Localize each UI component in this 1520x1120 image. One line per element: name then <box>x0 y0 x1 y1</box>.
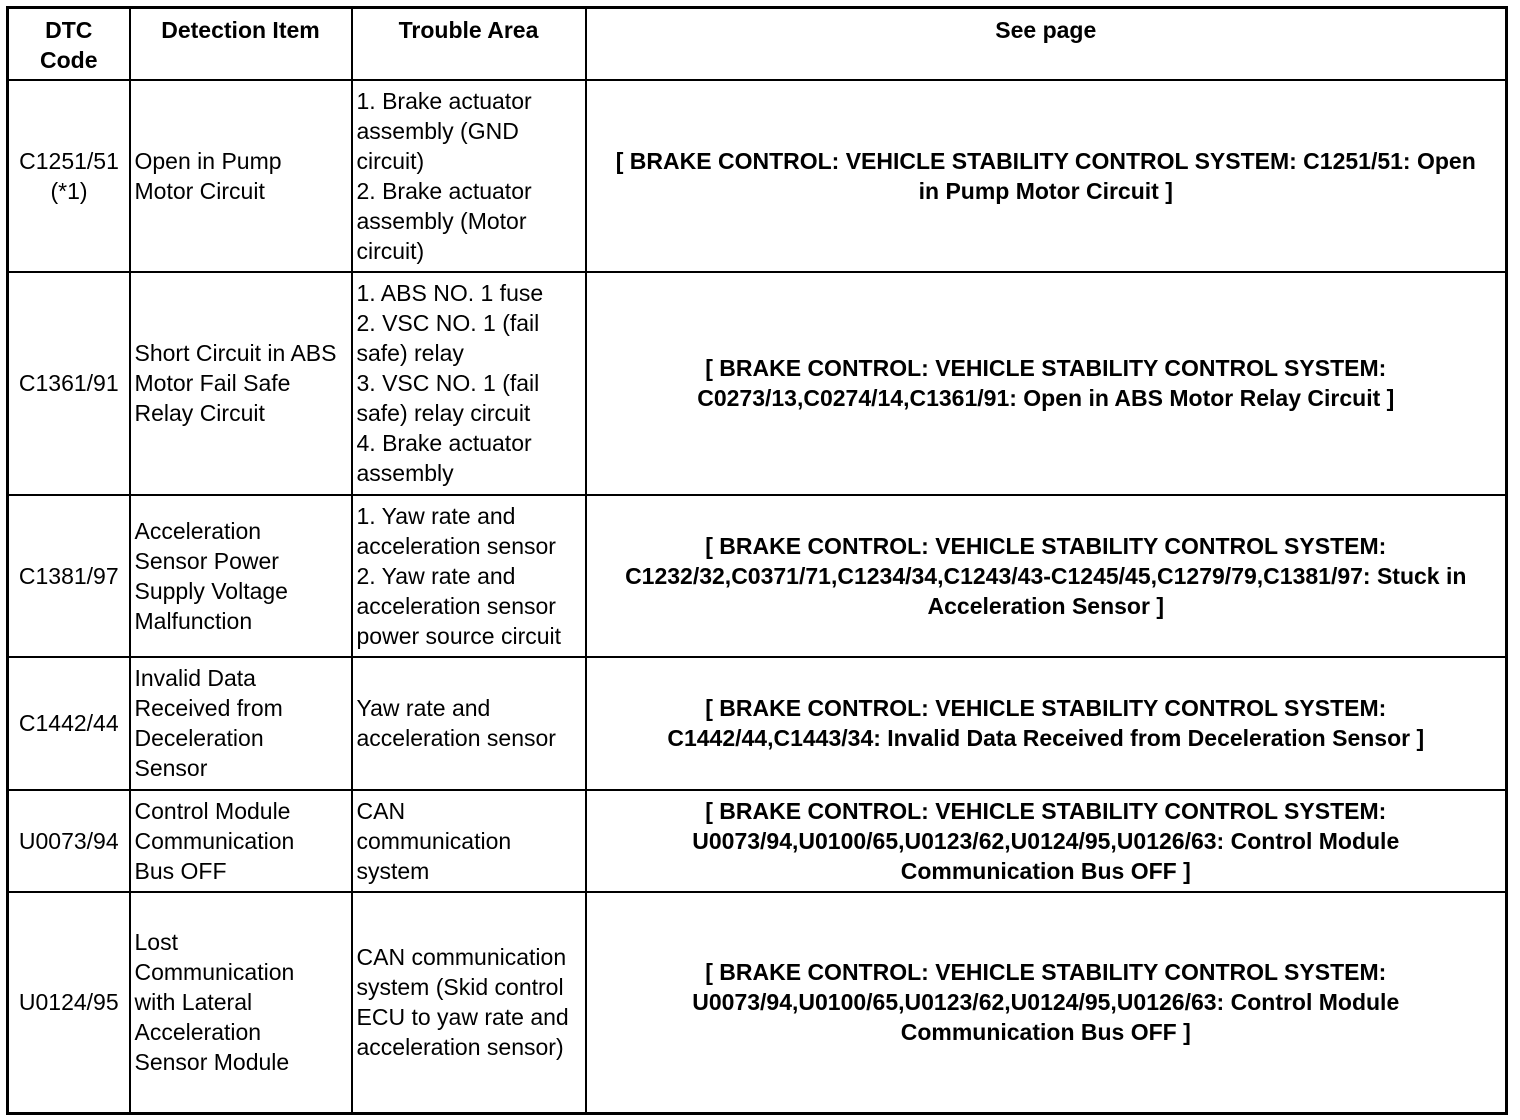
dtc-table <box>6 6 1508 1115</box>
detection-item-cell: Acceleration Sensor Power Supply Voltage Malfunction <box>130 495 352 657</box>
trouble-area-cell: CAN communication system (Skid control ECU to yaw rate and acceleration sensor) <box>352 892 586 1114</box>
trouble-area-cell: CAN communication system <box>352 790 586 892</box>
header-detection-item: Detection Item <box>130 8 352 80</box>
see-page-link[interactable]: [ BRAKE CONTROL: VEHICLE STABILITY CONTROL SYSTEM: U0073/94,U0100/65,U0123/62,U0124/95,U0126/63: Control Module Communication Bus OFF ] <box>586 790 1507 892</box>
table-row <box>8 657 1507 790</box>
table-row <box>8 272 1507 495</box>
trouble-area-cell: Yaw rate and acceleration sensor <box>352 657 586 790</box>
detection-item-cell: Short Circuit in ABS Motor Fail Safe Relay Circuit <box>130 272 352 495</box>
see-page-link[interactable]: [ BRAKE CONTROL: VEHICLE STABILITY CONTROL SYSTEM: U0073/94,U0100/65,U0123/62,U0124/95,U0126/63: Control Module Communication Bus OFF ] <box>586 892 1507 1114</box>
header-row <box>8 8 1507 80</box>
dtc-code-cell: C1442/44 <box>8 657 130 790</box>
dtc-code-cell: U0124/95 <box>8 892 130 1114</box>
see-page-link[interactable]: [ BRAKE CONTROL: VEHICLE STABILITY CONTROL SYSTEM: C0273/13,C0274/14,C1361/91: Open in ABS Motor Relay Circuit ] <box>586 272 1507 495</box>
trouble-area-cell: 1. ABS NO. 1 fuse 2. VSC NO. 1 (fail safe) relay 3. VSC NO. 1 (fail safe) relay circuit 4. Brake actuator assembly <box>352 272 586 495</box>
table-row <box>8 80 1507 272</box>
header-dtc-code: DTC Code <box>8 8 130 80</box>
trouble-area-cell: 1. Brake actuator assembly (GND circuit) 2. Brake actuator assembly (Motor circuit) <box>352 80 586 272</box>
detection-item-cell: Lost Communication with Lateral Acceleration Sensor Module <box>130 892 352 1114</box>
dtc-code-cell: C1381/97 <box>8 495 130 657</box>
dtc-code-cell: U0073/94 <box>8 790 130 892</box>
trouble-area-cell: 1. Yaw rate and acceleration sensor 2. Yaw rate and acceleration sensor power source circuit <box>352 495 586 657</box>
detection-item-cell: Open in Pump Motor Circuit <box>130 80 352 272</box>
dtc-code-cell: C1361/91 <box>8 272 130 495</box>
see-page-link[interactable]: [ BRAKE CONTROL: VEHICLE STABILITY CONTROL SYSTEM: C1232/32,C0371/71,C1234/34,C1243/43-C1245/45,C1279/79,C1381/97: Stuck in Acceleration Sensor ] <box>586 495 1507 657</box>
dtc-code-cell: C1251/51 (*1) <box>8 80 130 272</box>
table-row <box>8 892 1507 1114</box>
table-row <box>8 790 1507 892</box>
detection-item-cell: Control Module Communication Bus OFF <box>130 790 352 892</box>
see-page-link[interactable]: [ BRAKE CONTROL: VEHICLE STABILITY CONTROL SYSTEM: C1442/44,C1443/34: Invalid Data Received from Deceleration Sensor ] <box>586 657 1507 790</box>
detection-item-cell: Invalid Data Received from Deceleration Sensor <box>130 657 352 790</box>
header-trouble-area: Trouble Area <box>352 8 586 80</box>
see-page-link[interactable]: [ BRAKE CONTROL: VEHICLE STABILITY CONTROL SYSTEM: C1251/51: Open in Pump Motor Circuit ] <box>586 80 1507 272</box>
header-see-page: See page <box>586 8 1507 80</box>
table-row <box>8 495 1507 657</box>
